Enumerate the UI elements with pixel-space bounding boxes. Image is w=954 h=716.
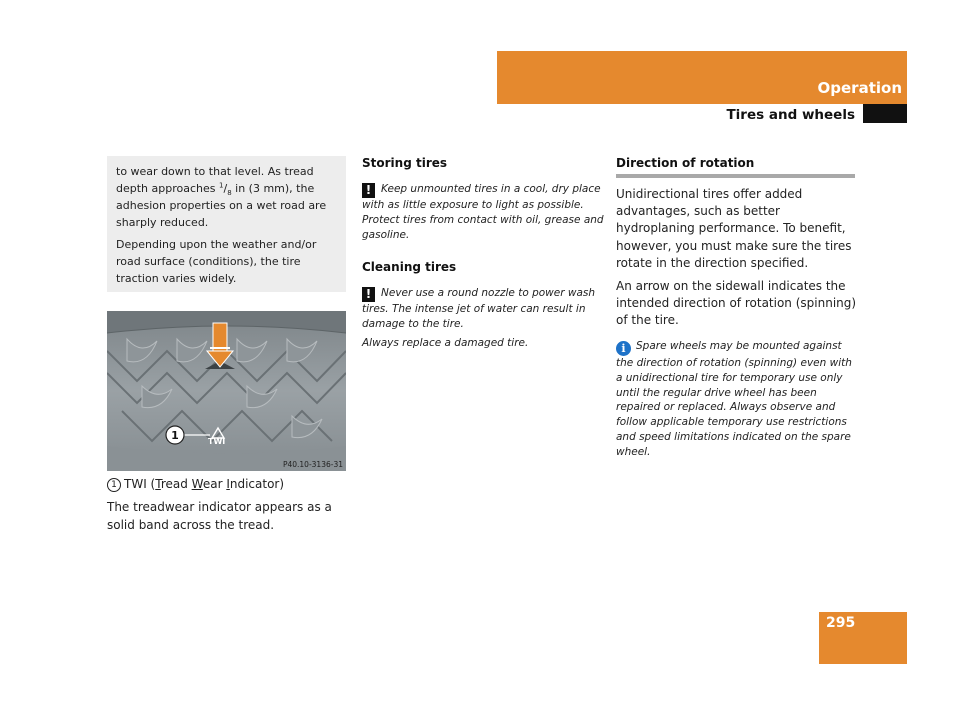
spare-wheel-note: [616, 339, 861, 460]
info-box-paragraph-1: to wear down to that level. As tread depth approaches $^1/_8$ in (3 mm), the adhesion properties on a wet road are sharply reduced.: [116, 165, 327, 229]
info-box-paragraph-2: Depending upon the weather and/or road surface (conditions), the tire traction varies widely.: [116, 238, 317, 285]
tire-tread-figure: [107, 311, 346, 471]
warning-icon: !: [362, 183, 375, 198]
caption-text-read: read: [160, 477, 192, 491]
caption-letter-w: W: [191, 477, 203, 491]
sidewall-arrow-paragraph: An arrow on the sidewall indicates the intended direction of rotation (spinning) of the tire.: [616, 279, 857, 328]
info-icon: i: [616, 341, 631, 356]
storing-tires-warning: [362, 182, 604, 243]
section-title: Operation: [817, 79, 902, 97]
fraction-numerator: 1: [219, 181, 224, 190]
treadwear-paragraph: The treadwear indicator appears as a solid band across the tread.: [107, 500, 332, 532]
figure-caption: [107, 476, 352, 493]
caption-letter-i: I: [226, 477, 230, 491]
info-box-text-part-1: to wear down to that level. As tread depth approaches: [116, 165, 314, 195]
figure-code: P40.10-3136-31: [282, 460, 343, 469]
direction-of-rotation-heading: Direction of rotation: [616, 156, 855, 178]
storing-warning-text: Keep unmounted tires in a cool, dry place with as little exposure to light as possible. Protect tires from contact with oil, grease and gasoline.: [362, 183, 604, 241]
storing-tires-heading: Storing tires: [362, 156, 448, 170]
spare-wheel-note-text: Spare wheels may be mounted against the direction of rotation (spinning) even with a unidirectional tire for temporary use only until the regular drive wheel has been repaired or replaced. Always observe and follow applicable temporary use restrictions and speed limitations indicated on the spare wheel.: [616, 340, 852, 458]
fraction-denominator: 8: [227, 189, 232, 198]
caption-letter-t: T: [155, 477, 161, 491]
twi-marking: TWI: [208, 437, 226, 446]
replace-damaged-tire-note: Always replace a damaged tire.: [362, 337, 529, 349]
figure-callout-number: 1: [171, 429, 179, 442]
section-tab-marker: [863, 104, 907, 123]
info-box-text-part-2: in (3 mm), the adhesion properties on a wet road are sharply reduced.: [116, 182, 327, 229]
caption-text-pre: TWI (: [124, 477, 156, 491]
cleaning-tires-warning: [362, 286, 604, 332]
warning-icon: !: [362, 287, 375, 302]
unidirectional-tires-paragraph: Unidirectional tires offer added advantages, such as better hydroplaning performance. To benefit, however, you must make sure the tires rotate in the direction specified.: [616, 187, 852, 270]
caption-text-ear: ear: [202, 477, 227, 491]
caption-number: 1: [107, 478, 121, 492]
page-number: 295: [826, 615, 856, 631]
caption-text-ndicator: ndicator): [229, 477, 285, 491]
continued-info-box: [107, 156, 346, 292]
subsection-title: Tires and wheels: [726, 107, 855, 123]
tire-tread-illustration: [107, 311, 346, 471]
cleaning-tires-heading: Cleaning tires: [362, 260, 457, 274]
cleaning-warning-text: Never use a round nozzle to power wash tires. The intense jet of water can result in damage to the tire.: [362, 287, 596, 330]
